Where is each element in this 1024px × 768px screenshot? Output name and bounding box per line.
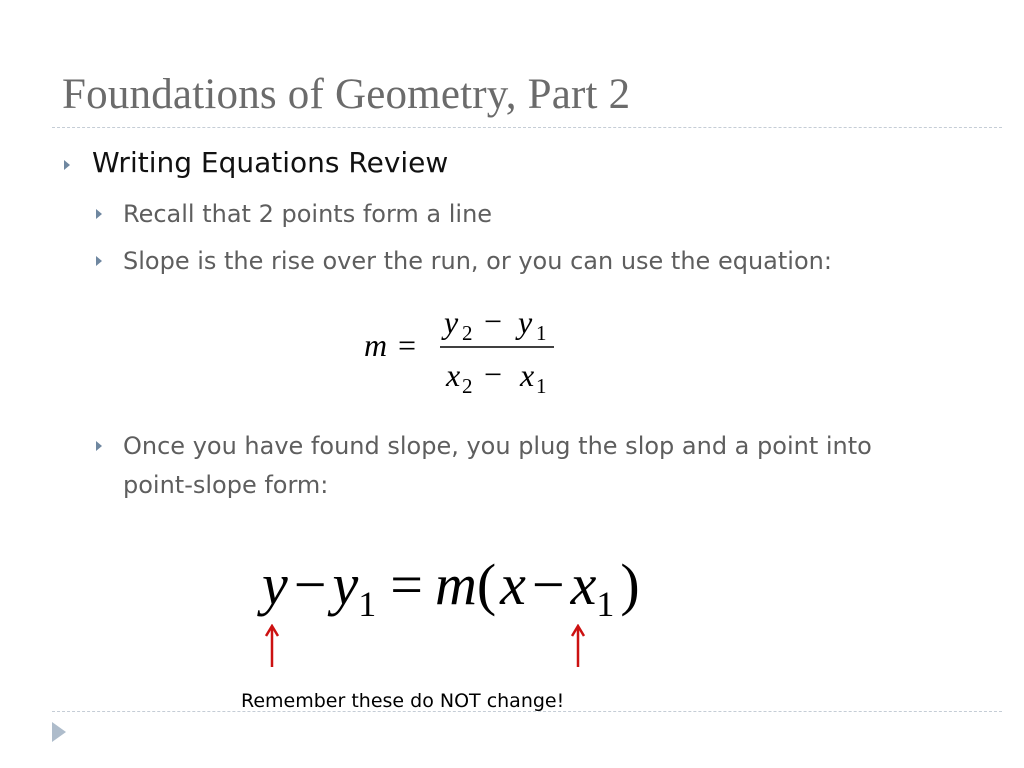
ps-y1: y (332, 552, 359, 617)
ps-y: y (262, 552, 288, 617)
red-arrow-up-icon (265, 624, 279, 668)
slope-equation (362, 300, 572, 405)
bullet-marker-icon (96, 441, 102, 451)
denominator-x1-sub: 1 (536, 374, 547, 398)
ps-x1-sub: 1 (596, 584, 615, 624)
point-slope-equation (262, 545, 640, 625)
ps-equals: = (390, 552, 423, 617)
bullet-sub-slope: Slope is the rise over the run, or you can use the equation: (123, 247, 832, 275)
denominator-minus: − (484, 356, 503, 392)
ps-minus: − (293, 552, 327, 617)
title-divider (52, 127, 1002, 128)
bullet-marker-icon (96, 209, 102, 219)
denominator-x2-sub: 2 (462, 374, 473, 398)
ps-m: m (434, 552, 477, 617)
reminder-note: Remember these do NOT change! (241, 690, 565, 712)
numerator-y2-sub: 2 (462, 321, 473, 345)
ps-x: x (500, 552, 526, 617)
ps-x1: x (570, 552, 597, 617)
ps-open-paren: ( (476, 552, 497, 617)
numerator-y1-sub: 1 (536, 321, 547, 345)
ps-y1-sub: 1 (358, 584, 377, 624)
denominator-x2: x (446, 357, 461, 393)
ps-close-paren: ) (620, 552, 640, 617)
bullet-marker-icon (64, 160, 70, 170)
numerator-y1: y (518, 304, 533, 340)
bullet-sub-recall: Recall that 2 points form a line (123, 200, 493, 228)
bullet-marker-icon (96, 256, 102, 266)
denominator-x1: x (520, 357, 535, 393)
slide-title: Foundations of Geometry, Part 2 (62, 71, 631, 118)
bullet-sub-point-slope-line1: Once you have found slope, you plug the slop and a point into (123, 432, 872, 460)
numerator-minus: − (484, 303, 503, 339)
bullet-main: Writing Equations Review (92, 146, 449, 179)
slope-m: m (364, 327, 388, 363)
ps-minus-2: − (531, 552, 565, 617)
slope-equals: = (398, 327, 417, 363)
bullet-sub-point-slope-line2: point-slope form: (123, 471, 329, 499)
slide-nav-icon[interactable] (52, 722, 66, 742)
red-arrow-up-icon (571, 624, 585, 668)
numerator-y2: y (444, 304, 459, 340)
bottom-divider (52, 711, 1002, 712)
